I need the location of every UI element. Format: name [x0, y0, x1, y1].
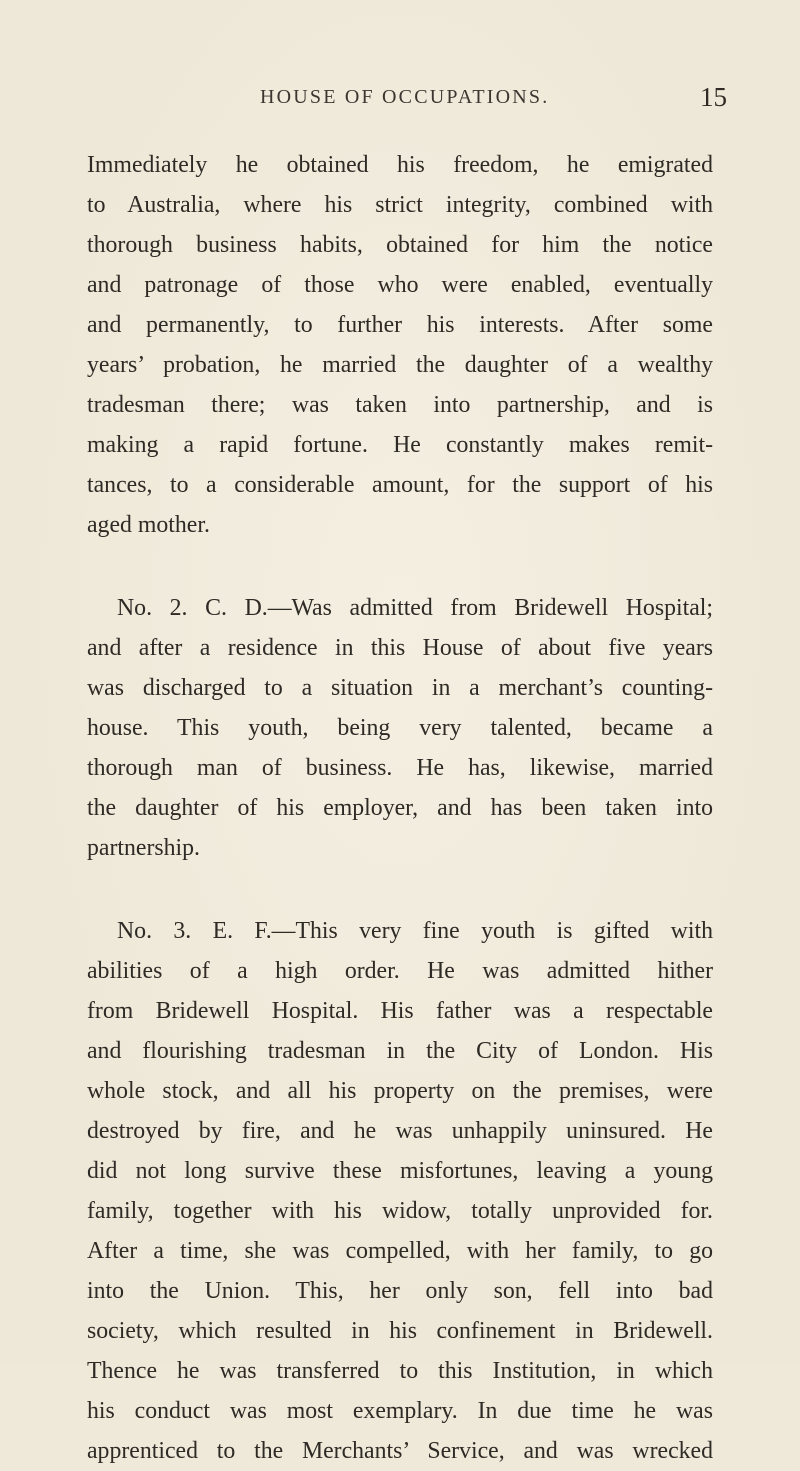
text-line: tances, to a considerable amount, for the support of his — [87, 472, 713, 498]
running-title: HOUSE OF OCCUPATIONS. — [260, 86, 550, 108]
text-line: the daughter of his employer, and has been taken into — [87, 795, 713, 821]
text-line: partnership. — [87, 835, 201, 861]
text-line: did not long survive these misfortunes, leaving a young — [87, 1158, 713, 1184]
text-line: Thence he was transferred to this Institution, in which — [87, 1358, 713, 1384]
text-line: thorough man of business. He has, likewise, married — [87, 755, 713, 781]
text-line: and permanently, to further his interests. After some — [87, 312, 713, 338]
text-line: destroyed by fire, and he was unhappily uninsured. He — [87, 1118, 713, 1144]
text-line: After a time, she was compelled, with her family, to go — [87, 1238, 713, 1264]
text-line: No. 2. C. D.—Was admitted from Bridewell Hospital; — [117, 595, 713, 621]
text-line: years’ probation, he married the daughter of a wealthy — [87, 352, 713, 378]
text-line: Immediately he obtained his freedom, he emigrated — [87, 152, 713, 178]
paragraph-3 — [87, 911, 713, 1471]
body-text — [87, 145, 713, 1471]
text-line: tradesman there; was taken into partnership, and is — [87, 392, 713, 418]
text-line: was discharged to a situation in a merchant’s counting- — [87, 675, 713, 701]
text-line: family, together with his widow, totally unprovided for. — [87, 1198, 713, 1224]
text-line: house. This youth, being very talented, became a — [87, 715, 713, 741]
paragraph-2 — [87, 588, 713, 868]
text-line: apprenticed to the Merchants’ Service, and was wrecked — [87, 1438, 713, 1464]
running-head — [0, 82, 800, 122]
text-line: thorough business habits, obtained for him the notice — [87, 232, 713, 258]
text-line: from Bridewell Hospital. His father was a respectable — [87, 998, 713, 1024]
text-line: No. 3. E. F.—This very fine youth is gifted with — [117, 918, 713, 944]
page-number: 15 — [700, 82, 727, 112]
paragraph-1 — [87, 145, 713, 545]
text-line: aged mother. — [87, 512, 210, 538]
text-line: and flourishing tradesman in the City of London. His — [87, 1038, 713, 1064]
text-line: and patronage of those who were enabled, eventually — [87, 272, 713, 298]
text-line: society, which resulted in his confinement in Bridewell. — [87, 1318, 713, 1344]
text-line: to Australia, where his strict integrity, combined with — [87, 192, 713, 218]
text-line: abilities of a high order. He was admitted hither — [87, 958, 713, 984]
text-line: making a rapid fortune. He constantly makes remit- — [87, 432, 713, 458]
text-line: and after a residence in this House of about five years — [87, 635, 713, 661]
text-line: his conduct was most exemplary. In due time he was — [87, 1398, 713, 1424]
paragraph-gap — [87, 545, 713, 588]
text-line: into the Union. This, her only son, fell into bad — [87, 1278, 713, 1304]
text-line: whole stock, and all his property on the premises, were — [87, 1078, 713, 1104]
paragraph-gap — [87, 868, 713, 911]
